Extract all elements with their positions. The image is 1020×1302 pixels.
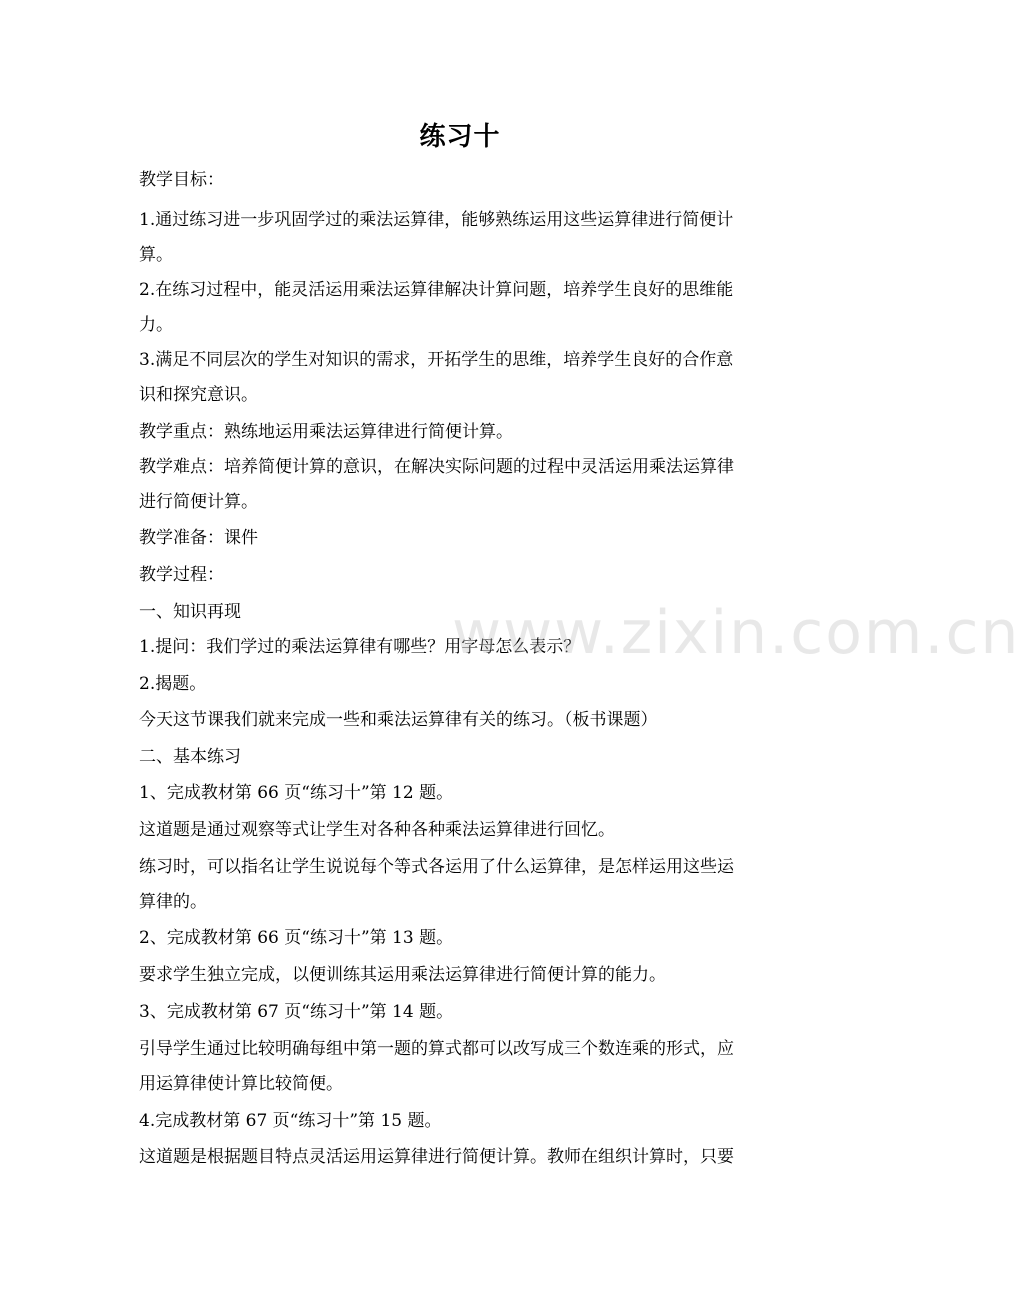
text-line: 一、知识再现 [139, 602, 241, 622]
text-line: 力。 [139, 315, 173, 335]
watermark: www.zixin.com.cn [452, 598, 1020, 668]
text-line: 2.在练习过程中，能灵活运用乘法运算律解决计算问题，培养学生良好的思维能 [139, 280, 734, 300]
text-line: 教学目标： [139, 170, 224, 190]
text-line: 教学准备：课件 [139, 528, 258, 548]
text-line: 引导学生通过比较明确每组中第一题的算式都可以改写成三个数连乘的形式，应 [139, 1039, 734, 1059]
text-line: 教学难点：培养简便计算的意识，在解决实际问题的过程中灵活运用乘法运算律 [139, 457, 734, 477]
text-line: 4.完成教材第 67 页“练习十”第 15 题。 [139, 1111, 442, 1131]
text-line: 用运算律使计算比较简便。 [139, 1074, 343, 1094]
text-line: 二、基本练习 [139, 747, 241, 767]
text-line: 练习时，可以指名让学生说说每个等式各运用了什么运算律，是怎样运用这些运 [139, 857, 734, 877]
text-line: 这道题是根据题目特点灵活运用运算律进行简便计算。教师在组织计算时，只要 [139, 1147, 734, 1167]
text-line: 3、完成教材第 67 页“练习十”第 14 题。 [139, 1002, 454, 1022]
text-line: 这道题是通过观察等式让学生对各种各种乘法运算律进行回忆。 [139, 820, 615, 840]
text-line: 1、完成教材第 66 页“练习十”第 12 题。 [139, 783, 454, 803]
text-line: 识和探究意识。 [139, 385, 258, 405]
text-line: 要求学生独立完成，以便训练其运用乘法运算律进行简便计算的能力。 [139, 965, 666, 985]
text-line: 教学过程： [139, 565, 224, 585]
text-line: 2.揭题。 [139, 674, 207, 694]
text-line: 1.提问：我们学过的乘法运算律有哪些？用字母怎么表示？ [139, 637, 581, 657]
text-line: 教学重点：熟练地运用乘法运算律进行简便计算。 [139, 422, 513, 442]
text-line: 进行简便计算。 [139, 492, 258, 512]
text-line: 1.通过练习进一步巩固学过的乘法运算律，能够熟练运用这些运算律进行简便计 [139, 210, 734, 230]
text-line: 2、完成教材第 66 页“练习十”第 13 题。 [139, 928, 454, 948]
text-line: 算律的。 [139, 892, 207, 912]
text-line: 算。 [139, 245, 173, 265]
text-line: 3.满足不同层次的学生对知识的需求，开拓学生的思维，培养学生良好的合作意 [139, 350, 734, 370]
page-title: 练习十 [419, 122, 501, 152]
text-line: 今天这节课我们就来完成一些和乘法运算律有关的练习。（板书课题） [139, 710, 658, 730]
